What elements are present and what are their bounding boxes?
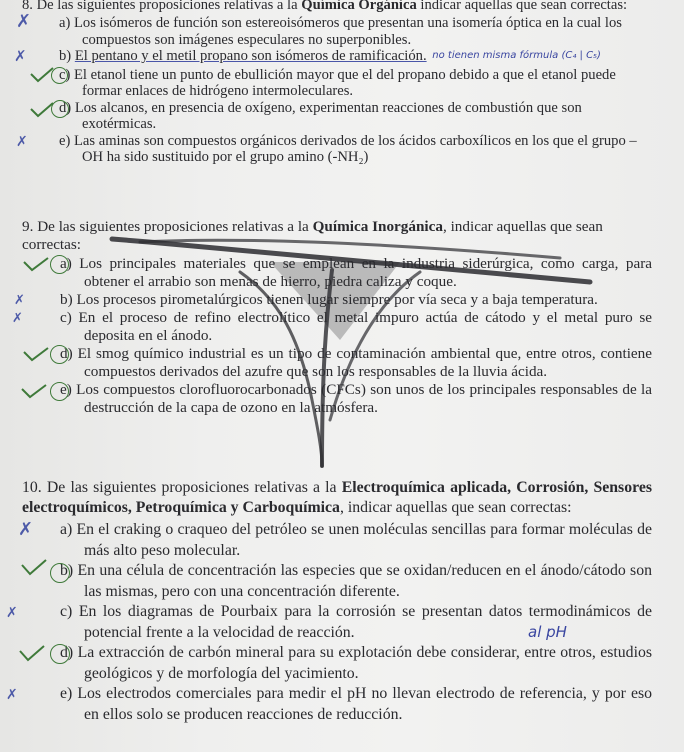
option-text: En una célula de concentración las especies que se oxidan/reducen en el ánodo/cátodo son las mismas, pero con una concentración diferente. bbox=[77, 562, 653, 600]
option-letter: a) bbox=[60, 255, 72, 272]
option-letter: b) bbox=[59, 48, 72, 64]
question-8-topic: Química Orgánica bbox=[301, 0, 417, 13]
question-9-title-tail: , indicar aquellas que sean correctas: bbox=[22, 218, 603, 253]
option-letter: b) bbox=[60, 291, 73, 308]
option-text: El smog químico industrial es un tipo de contaminación ambiental que, entre otros, contiene compuestos derivados del azufre que son los responsables de la lluvia ácida. bbox=[77, 345, 652, 380]
option-letter: c) bbox=[60, 309, 72, 326]
q10-option-a: ✗ a) En el craking o craqueo del petróleo se unen moléculas sencillas para formar moléculas de más alto peso molecular. bbox=[18, 519, 652, 559]
check-mark bbox=[22, 255, 50, 273]
circle-mark bbox=[50, 563, 70, 583]
q9-option-b: ✗ b) Los procesos pirometalúrgicos tienen lugar siempre por vía seca y a baja temperatura. bbox=[14, 291, 598, 308]
question-10-topic: Electroquímica aplicada, Corrosión, Sensores electroquímicos, Petroquímica y Carboquímica bbox=[22, 479, 652, 516]
option-letter: a) bbox=[59, 15, 71, 31]
q8-option-b: ✗ b) El pentano y el metil propano son isómeros de ramificación. no tienen misma fórmula (C₄ | C₅) bbox=[14, 47, 601, 65]
check-mark bbox=[20, 557, 48, 577]
option-text: Los isómeros de función son estereoisómeros que presentan una isomería óptica en la cual los compuestos son imágenes especulares no superponibles. bbox=[74, 15, 622, 48]
option-letter: c) bbox=[59, 66, 71, 83]
check-mark bbox=[20, 382, 48, 400]
option-text: El pentano y el metil propano son isómeros de ramificación. bbox=[74, 48, 427, 64]
q8-option-d bbox=[59, 100, 652, 133]
option-text: La extracción de carbón mineral para su explotación debe considerar, entre otros, estudios geológicos y de morfología del yacimiento. bbox=[77, 644, 653, 682]
circle-mark bbox=[50, 382, 69, 401]
option-letter: b) bbox=[60, 562, 74, 579]
option-letter: c) bbox=[60, 603, 73, 620]
question-8-title-lead: 8. De las siguientes proposiciones relativas a la bbox=[22, 0, 302, 13]
q10-option-c: ✗ c) En los diagramas de Pourbaix para la corrosión se presentan datos termodinámicos de potencial frente a la velocidad de reacción. al pH bbox=[6, 603, 652, 641]
check-mark bbox=[18, 643, 46, 663]
handwritten-note: al pH bbox=[528, 623, 567, 641]
option-letter: d) bbox=[60, 345, 73, 362]
option-text: En el craking o craqueo del petróleo se unen moléculas sencillas para formar moléculas de más alto peso molecular. bbox=[76, 521, 652, 559]
handwritten-note: no tienen misma fórmula (C₄ | C₅) bbox=[432, 50, 601, 61]
option-letter: a) bbox=[60, 521, 73, 538]
question-9-topic: Química Inorgánica bbox=[312, 218, 443, 235]
question-10-title-lead: 10. De las siguientes proposiciones relativas a la bbox=[22, 479, 342, 496]
option-letter: d) bbox=[60, 644, 74, 661]
q10-option-b bbox=[60, 561, 652, 602]
q8-option-a: ✗ a) Los isómeros de función son estereoisómeros que presentan una isomería óptica en la cual los compuestos son imágenes especulares no superponibles. bbox=[16, 11, 622, 48]
q10-option-d bbox=[60, 643, 652, 684]
q8-option-c bbox=[59, 67, 652, 100]
q8-option-e: ✗ e) Las aminas son compuestos orgánicos derivados de los ácidos carboxílicos en los que el grupo –OH ha sido sustituido por el grupo amino (-NH₂) bbox=[16, 132, 637, 165]
circle-mark bbox=[51, 66, 71, 84]
question-10-title bbox=[22, 478, 652, 518]
question-10-title-tail: , indicar aquellas que sean correctas: bbox=[339, 499, 572, 516]
question-9 bbox=[12, 218, 653, 417]
circle-mark bbox=[50, 345, 69, 364]
option-letter: e) bbox=[59, 132, 71, 149]
option-text: Los principales materiales que se emplean en la industria siderúrgica, como carga, para obtener el arrabio son menas de hierro, piedra caliza y coque. bbox=[79, 255, 653, 290]
q9-option-a bbox=[60, 255, 652, 291]
question-9-title-lead: 9. De las siguientes proposiciones relativas a la bbox=[22, 218, 313, 235]
circle-mark bbox=[50, 644, 70, 664]
question-8 bbox=[14, 0, 652, 166]
q9-option-c: ✗ c) En el proceso de refino electrolítico el metal impuro actúa de cátodo y el metal puro se deposita en el ánodo. bbox=[12, 309, 653, 344]
q10-option-e: ✗ e) Los electrodos comerciales para medir el pH no llevan electrodo de referencia, y por eso en ellos solo se producen reacciones de reducción. bbox=[6, 685, 652, 723]
question-8-title bbox=[22, 0, 652, 13]
option-text: En los diagramas de Pourbaix para la corrosión se presentan datos termodinámicos de potencial frente a la velocidad de reacción. bbox=[78, 603, 652, 641]
option-text: Los procesos pirometalúrgicos tienen lugar siempre por vía seca y a baja temperatura. bbox=[76, 291, 598, 308]
circle-mark bbox=[50, 255, 69, 274]
option-text: Los electrodos comerciales para medir el pH no llevan electrodo de referencia, y por eso en ellos solo se producen reacciones de reducción. bbox=[77, 685, 652, 723]
option-text: Los alcanos, en presencia de oxígeno, experimentan reacciones de combustión que son exotérmicas. bbox=[74, 99, 582, 132]
option-text: Los compuestos clorofluorocarbonados (CFCs) son unos de los principales responsables de la destrucción de la capa de ozono en la atmósfera. bbox=[76, 381, 652, 416]
option-letter: e) bbox=[60, 685, 73, 702]
question-10 bbox=[6, 478, 653, 725]
option-text: El etanol tiene un punto de ebullición mayor que el del propano debido a que el etanol puede formar enlaces de hidrógeno intermoleculares. bbox=[74, 66, 616, 99]
q9-option-d bbox=[60, 345, 652, 381]
question-8-title-tail: indicar aquellas que sean correctas: bbox=[416, 0, 628, 13]
option-text: En el proceso de refino electrolítico el metal impuro actúa de cátodo y el metal puro se deposita en el ánodo. bbox=[78, 309, 653, 344]
option-letter: e) bbox=[60, 381, 72, 398]
circle-mark bbox=[51, 99, 72, 118]
question-9-title bbox=[22, 218, 652, 254]
option-text: Las aminas son compuestos orgánicos derivados de los ácidos carboxílicos en los que el grupo –OH ha sido sustituido por el grupo amino (-NH₂) bbox=[74, 132, 637, 165]
q9-option-e bbox=[60, 381, 652, 417]
option-letter: d) bbox=[59, 99, 72, 116]
check-mark bbox=[22, 345, 50, 363]
